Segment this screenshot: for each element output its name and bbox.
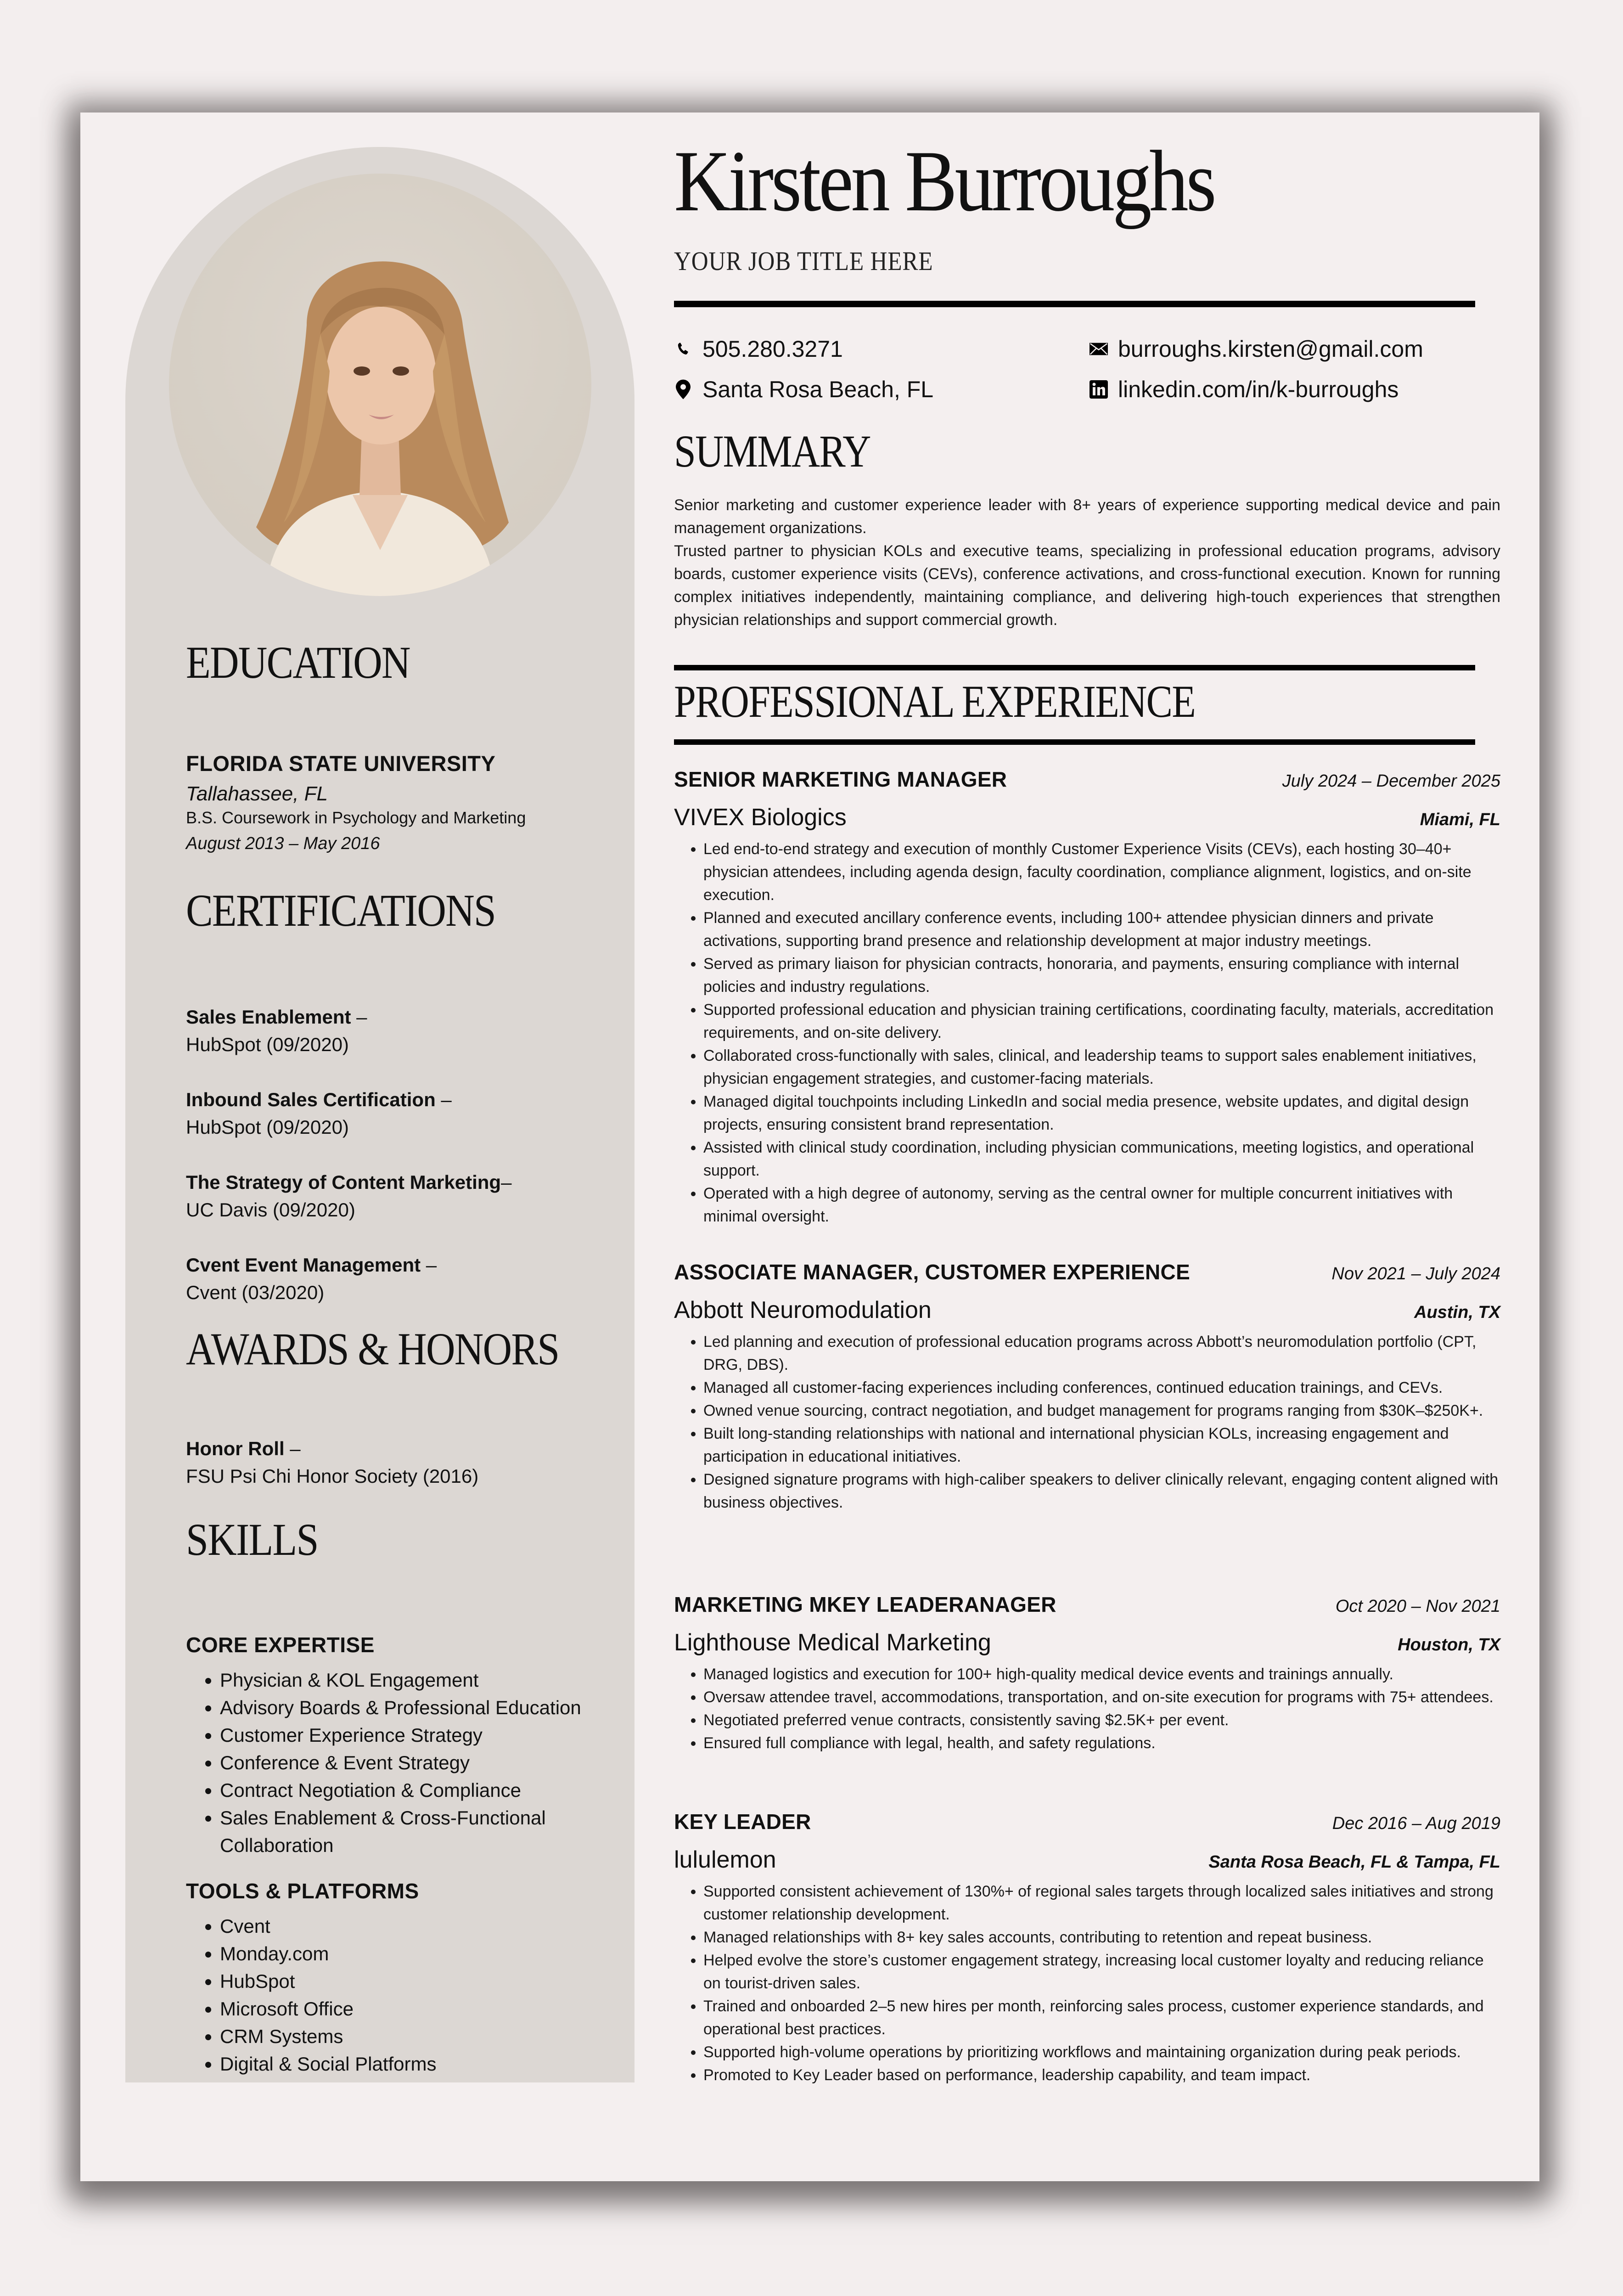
- contact-email[interactable]: [1089, 336, 1423, 362]
- certification-separator: –: [501, 1171, 512, 1193]
- job-bullet: • Negotiated preferred venue contracts, consistently saving $2.5K+ per event.: [703, 1709, 1500, 1732]
- tool-item: • Cvent: [220, 1913, 599, 1940]
- education-location: Tallahassee, FL: [186, 782, 328, 805]
- tool-item: • Digital & Social Platforms: [220, 2050, 599, 2078]
- experience-top-divider: [674, 665, 1475, 670]
- certification-item: [186, 1251, 599, 1306]
- skill-item: • Physician & KOL Engagement: [220, 1666, 599, 1694]
- skill-item: • Advisory Boards & Professional Education: [220, 1694, 599, 1722]
- envelope-icon: [1089, 339, 1108, 359]
- education-degree: B.S. Coursework in Psychology and Marketing: [186, 808, 526, 827]
- education-entry: [186, 751, 599, 854]
- job-dates: Oct 2020 – Nov 2021: [1335, 1597, 1500, 1616]
- tool-item: • Monday.com: [220, 1940, 599, 1968]
- certification-name: Sales Enablement: [186, 1006, 351, 1028]
- job-bullet: • Managed digital touchpoints including LinkedIn and social media presence, website updates, and digital design projects, ensuring consistent brand representation.: [703, 1090, 1500, 1136]
- job-company: Abbott Neuromodulation: [674, 1297, 932, 1323]
- tools-list: [186, 1913, 599, 2078]
- job-bullet: • Assisted with clinical study coordination, including physician communications, meeting logistics, and operational support.: [703, 1136, 1500, 1182]
- tool-item: • Microsoft Office: [220, 1995, 599, 2023]
- job-bullet: • Helped evolve the store’s customer engagement strategy, increasing local customer loyalty and reducing reliance on tourist-driven sales.: [703, 1949, 1500, 1995]
- map-pin-icon: [674, 379, 692, 400]
- linkedin-icon: [1089, 379, 1108, 400]
- email-address: burroughs.kirsten@gmail.com: [1118, 336, 1423, 362]
- skill-item: • Contract Negotiation & Compliance: [220, 1777, 599, 1804]
- job-bullet: • Oversaw attendee travel, accommodations, transportation, and on-site execution for programs with 75+ attendees.: [703, 1686, 1500, 1709]
- job-bullet: • Supported high-volume operations by prioritizing workflows and maintaining organization during peak periods.: [703, 2041, 1500, 2064]
- certification-issuer: UC Davis (09/2020): [186, 1199, 355, 1221]
- summary-heading: SUMMARY: [674, 426, 870, 477]
- certification-issuer: Cvent (03/2020): [186, 1282, 325, 1303]
- certification-item: [186, 1003, 599, 1058]
- job-bullet: • Owned venue sourcing, contract negotiation, and budget management for programs ranging from $30K–$250K+.: [703, 1399, 1500, 1422]
- certification-separator: –: [435, 1089, 452, 1110]
- award-item: [186, 1435, 599, 1490]
- job-bullet: • Led planning and execution of professional education programs across Abbott’s neuromodulation portfolio (CPT, DRG, DBS).: [703, 1330, 1500, 1376]
- certification-item: [186, 1086, 599, 1141]
- certification-separator: –: [421, 1254, 437, 1276]
- job-bullet: • Supported consistent achievement of 130%+ of regional sales targets through localized sales initiatives and strong customer relationship development.: [703, 1880, 1500, 1926]
- job-bullets: [674, 1663, 1500, 1755]
- job-dates: Nov 2021 – July 2024: [1331, 1264, 1500, 1283]
- phone-icon: [674, 339, 692, 359]
- certification-name: The Strategy of Content Marketing: [186, 1171, 501, 1193]
- certification-name: Cvent Event Management: [186, 1254, 421, 1276]
- award-name: Honor Roll: [186, 1438, 285, 1459]
- awards-list: [186, 1435, 599, 1518]
- job-bullet: • Ensured full compliance with legal, health, and safety regulations.: [703, 1732, 1500, 1755]
- job-entry: [674, 1809, 1500, 2087]
- job-bullets: [674, 1330, 1500, 1514]
- job-bullets: [674, 1880, 1500, 2087]
- job-bullet: • Served as primary liaison for physician contracts, honoraria, and payments, ensuring compliance with internal policies and industry regulations.: [703, 952, 1500, 998]
- skills-heading: SKILLS: [186, 1514, 318, 1565]
- skill-item: • Conference & Event Strategy: [220, 1749, 599, 1777]
- portrait-illustration-icon: [169, 174, 591, 596]
- certification-separator: –: [351, 1006, 367, 1028]
- education-dates: August 2013 – May 2016: [186, 834, 380, 853]
- job-role: KEY LEADER: [674, 1810, 811, 1834]
- job-bullet: • Built long-standing relationships with national and international physician KOLs, increasing engagement and participation in educational initiatives.: [703, 1422, 1500, 1468]
- phone-number: 505.280.3271: [702, 336, 843, 362]
- resume-page: [80, 113, 1539, 2181]
- job-bullet: • Led end-to-end strategy and execution of monthly Customer Experience Visits (CEVs), each hosting 30–40+ physician attendees, including agenda design, faculty coordination, compliance alignment, logistics, and on-site execution.: [703, 838, 1500, 906]
- summary-paragraph: Trusted partner to physician KOLs and executive teams, specializing in professional education programs, advisory boards, customer experience visits (CEVs), conference activations, and cross-functional execution. Known for running complex initiatives independently, maintaining compliance, and delivering high-touch experiences that strengthen physician relationships and support commercial growth.: [674, 542, 1500, 629]
- skill-item: • Sales Enablement & Cross-Functional Collaboration: [220, 1804, 550, 1859]
- tool-item: • CRM Systems: [220, 2023, 599, 2050]
- certifications-list: [186, 1003, 599, 1334]
- job-bullet: • Managed all customer-facing experiences including conferences, continued education trainings, and CEVs.: [703, 1376, 1500, 1399]
- tool-item: • HubSpot: [220, 1968, 599, 1995]
- job-role: ASSOCIATE MANAGER, CUSTOMER EXPERIENCE: [674, 1260, 1191, 1284]
- certification-name: Inbound Sales Certification: [186, 1089, 436, 1110]
- certification-issuer: HubSpot (09/2020): [186, 1116, 349, 1138]
- job-location: Miami, FL: [1420, 810, 1500, 829]
- skills-core: [186, 1632, 599, 2078]
- job-role: MARKETING MKEY LEADERANAGER: [674, 1593, 1056, 1616]
- certifications-heading: CERTIFICATIONS: [186, 885, 496, 936]
- job-bullet: • Trained and onboarded 2–5 new hires per month, reinforcing sales process, customer experience standards, and operational best practices.: [703, 1995, 1500, 2041]
- contact-location: [674, 376, 933, 403]
- skill-item: • Customer Experience Strategy: [220, 1722, 599, 1749]
- job-entry: [674, 767, 1500, 1228]
- job-bullet: • Planned and executed ancillary conference events, including 100+ attendee physician dinners and private activations, supporting brand presence and relationship development at major industry meetings.: [703, 906, 1500, 952]
- linkedin-url: linkedin.com/in/k-burroughs: [1118, 377, 1399, 402]
- award-issuer: FSU Psi Chi Honor Society (2016): [186, 1465, 479, 1487]
- job-company: VIVEX Biologics: [674, 804, 847, 831]
- job-location: Austin, TX: [1414, 1303, 1500, 1322]
- job-company: lululemon: [674, 1846, 776, 1873]
- job-bullet: • Supported professional education and physician training certifications, coordinating faculty, materials, accreditation requirements, and on-site delivery.: [703, 998, 1500, 1044]
- job-bullet: • Designed signature programs with high-caliber speakers to deliver clinically relevant, engaging content aligned with business objectives.: [703, 1468, 1500, 1514]
- contact-linkedin[interactable]: [1089, 376, 1398, 403]
- job-entry: [674, 1592, 1500, 1755]
- job-location: Houston, TX: [1398, 1635, 1500, 1654]
- job-entry: [674, 1260, 1500, 1514]
- location-text: Santa Rosa Beach, FL: [702, 377, 934, 402]
- job-title: YOUR JOB TITLE HERE: [674, 246, 933, 276]
- job-dates: Dec 2016 – Aug 2019: [1332, 1814, 1500, 1833]
- job-bullet: • Managed logistics and execution for 100+ high-quality medical device events and trainings annually.: [703, 1663, 1500, 1686]
- certification-item: [186, 1169, 599, 1224]
- profile-photo: [169, 174, 591, 596]
- summary-text: [674, 494, 1500, 631]
- job-bullet: • Managed relationships with 8+ key sales accounts, contributing to retention and repeat business.: [703, 1926, 1500, 1949]
- core-expertise-list: [186, 1666, 599, 1859]
- education-school: FLORIDA STATE UNIVERSITY: [186, 751, 496, 776]
- education-heading: EDUCATION: [186, 637, 410, 688]
- job-company: Lighthouse Medical Marketing: [674, 1629, 991, 1656]
- core-expertise-heading: CORE EXPERTISE: [186, 1633, 375, 1657]
- tools-heading: TOOLS & PLATFORMS: [186, 1879, 419, 1903]
- job-location: Santa Rosa Beach, FL & Tampa, FL: [1208, 1852, 1500, 1872]
- award-separator: –: [284, 1438, 301, 1459]
- job-bullets: [674, 838, 1500, 1228]
- job-bullet: • Operated with a high degree of autonomy, serving as the central owner for multiple concurrent initiatives with minimal oversight.: [703, 1182, 1500, 1228]
- candidate-name: Kirsten Burroughs: [674, 133, 1214, 230]
- job-dates: July 2024 – December 2025: [1282, 771, 1500, 791]
- header-divider: [674, 301, 1475, 307]
- job-bullet: • Promoted to Key Leader based on performance, leadership capability, and team impact.: [703, 2064, 1500, 2087]
- certification-issuer: HubSpot (09/2020): [186, 1034, 349, 1055]
- job-role: SENIOR MARKETING MANAGER: [674, 767, 1007, 791]
- awards-heading: AWARDS & HONORS: [186, 1323, 559, 1374]
- experience-heading: PROFESSIONAL EXPERIENCE: [674, 676, 1196, 727]
- job-bullet: • Collaborated cross-functionally with sales, clinical, and leadership teams to support sales enablement initiatives, physician engagement strategies, and customer-facing materials.: [703, 1044, 1500, 1090]
- contact-phone[interactable]: [674, 336, 843, 362]
- experience-bottom-divider: [674, 739, 1475, 745]
- summary-paragraph: Senior marketing and customer experience leader with 8+ years of experience supporting medical device and pain management organizations.: [674, 496, 1500, 537]
